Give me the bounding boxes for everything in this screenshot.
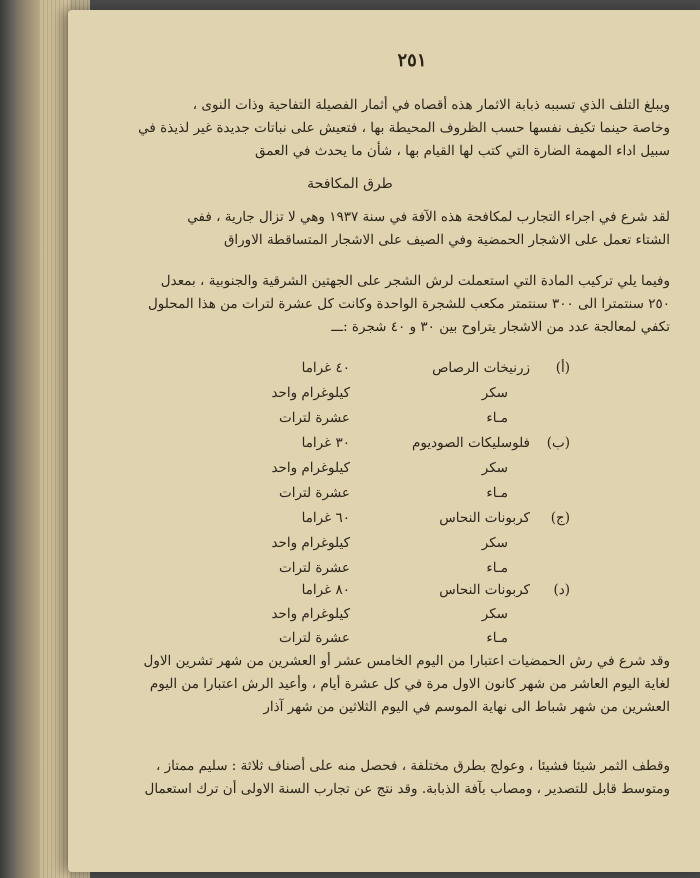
- recipe-marker: (ج): [550, 510, 570, 526]
- recipe-marker: (أ): [555, 360, 570, 376]
- recipe-amount: عشرة لترات: [278, 630, 350, 646]
- recipe-marker: (ب): [546, 435, 570, 451]
- text-line: لغاية اليوم العاشر من شهر كانون الاول مرة في كل عشرة أيام ، وأعيد الرش اعتبارا من اليوم: [149, 676, 670, 692]
- recipe-amount: كيلوغرام واحد: [271, 385, 350, 401]
- recipe-amount: عشرة لترات: [278, 485, 350, 501]
- recipe-ingredient: سكر: [481, 535, 508, 551]
- recipe-ingredient: فلوسليكات الصوديوم: [412, 435, 530, 451]
- recipe-ingredient: سكر: [481, 606, 508, 622]
- text-line: سبيل اداء المهمة الضارة التي كتب لها القيام بها ، شأن ما يحدث في العمق: [254, 143, 670, 159]
- text-line: وقطف الثمر شيئا فشيئا ، وعولج بطرق مختلفة ، فحصل منه على أصناف ثلاثة : سليم ممتاز ،: [155, 758, 670, 774]
- harvest-paragraph: [115, 755, 670, 801]
- section-heading: طرق المكافحة: [307, 176, 393, 192]
- recipe-ingredient: سكر: [481, 385, 508, 401]
- text-line: ٢٥٠ سنتمترا الى ٣٠٠ سنتمتر مكعب للشجرة الواحدة وكانت كل عشرة لترات من هذا المحلول: [147, 296, 670, 312]
- text-line: وخاصة حينما تكيف نفسها حسب الظروف المحيطة بها ، فتعيش على نباتات جديدة غير لذيذة في: [138, 120, 670, 136]
- recipe-amount: ٦٠ غراما: [301, 510, 350, 526]
- text-line: لقد شرع في اجراء التجارب لمكافحة هذه الآفة في سنة ١٩٣٧ وهي لا تزال جارية ، ففي: [187, 209, 670, 225]
- recipe-amount: عشرة لترات: [278, 560, 350, 576]
- recipe-ingredient: سكر: [481, 460, 508, 476]
- recipe-ingredient: كربونات النحاس: [439, 582, 530, 598]
- recipe-amount: كيلوغرام واحد: [271, 535, 350, 551]
- recipe-ingredient: مـاء: [486, 560, 508, 576]
- recipe-ingredient: مـاء: [486, 630, 508, 646]
- recipe-amount: كيلوغرام واحد: [271, 460, 350, 476]
- intro-paragraph: [115, 94, 670, 163]
- recipe-marker: (د): [553, 582, 570, 598]
- text-line: ومتوسط قابل للتصدير ، ومصاب بآفة الذبابة. وقد نتج عن تجارب السنة الاولى أن ترك استعمال: [144, 781, 670, 797]
- recipe-ingredient: مـاء: [486, 485, 508, 501]
- recipe-list: [220, 360, 570, 650]
- recipe-ingredient: كربونات النحاس: [439, 510, 530, 526]
- text-line: تكفي لمعالجة عدد من الاشجار يتراوح بين ٣٠ و ٤٠ شجرة :ـــ: [331, 319, 670, 335]
- spraying-paragraph: [115, 650, 670, 719]
- recipe-ingredient: زرنيخات الرصاص: [432, 360, 530, 376]
- recipe-ingredient: مـاء: [486, 410, 508, 426]
- text-line: العشرين من شهر شباط الى نهاية الموسم في اليوم الثلاثين من شهر آذار: [263, 699, 670, 715]
- text-line: وقد شرع في رش الحمضيات اعتبارا من اليوم الخامس عشر أو العشرين من شهر تشرين الاول: [143, 653, 670, 669]
- text-line: وفيما يلي تركيب المادة التي استعملت لرش الشجر على الجهتين الشرقية والجنوبية ، بمعدل: [160, 273, 670, 289]
- text-line: الشتاء تعمل على الاشجار الحمضية وفي الصيف على الاشجار المتساقطة الاوراق: [223, 232, 670, 248]
- mixture-paragraph: [115, 270, 670, 339]
- recipe-amount: ٤٠ غراما: [301, 360, 350, 376]
- recipe-amount: ٣٠ غراما: [301, 435, 350, 451]
- control-paragraph: [115, 206, 670, 252]
- text-line: ويبلغ التلف الذي تسببه ذبابة الاثمار هذه أقصاه في أثمار الفصيلة التفاحية وذات النوى ،: [192, 97, 670, 113]
- page-number: ٢٥١: [397, 50, 427, 71]
- recipe-amount: كيلوغرام واحد: [271, 606, 350, 622]
- recipe-amount: ٨٠ غراما: [301, 582, 350, 598]
- recipe-amount: عشرة لترات: [278, 410, 350, 426]
